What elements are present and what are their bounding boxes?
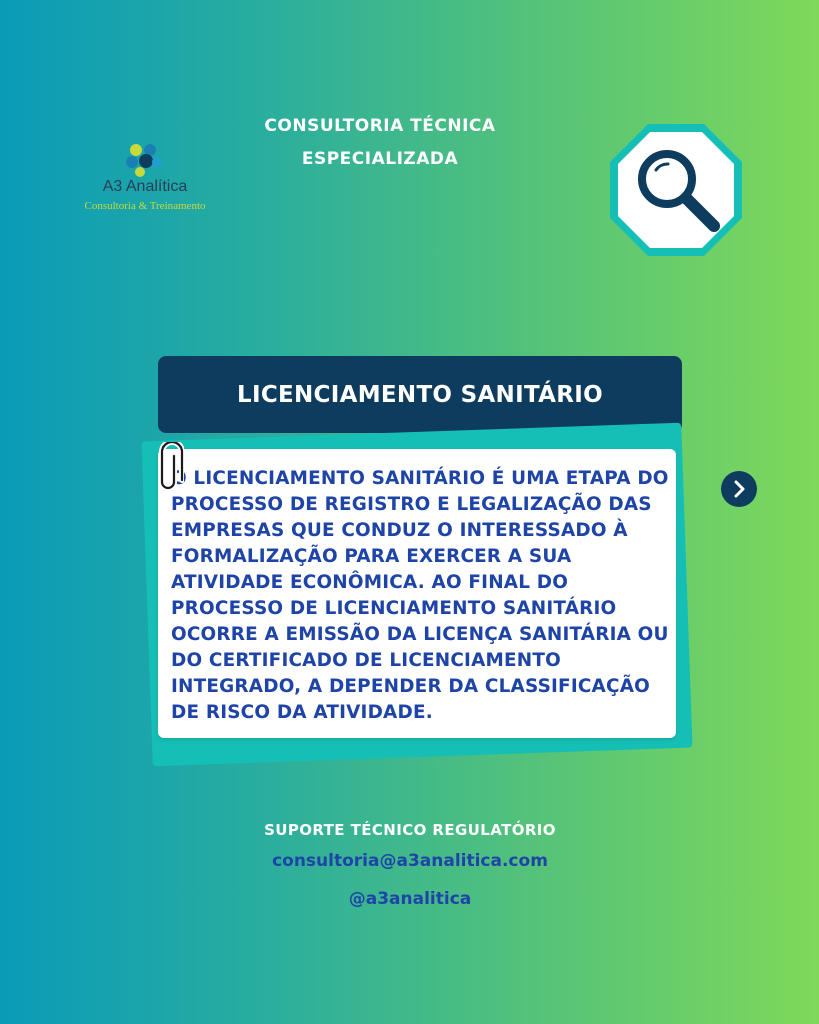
magnifier-icon xyxy=(608,122,744,258)
contact-email-link[interactable]: consultoria@a3analitica.com xyxy=(272,851,548,871)
title-line-2: ESPECIALIZADA xyxy=(301,149,459,169)
brand-name: A3 Analítica xyxy=(102,178,188,195)
page-title xyxy=(230,110,530,176)
section-header xyxy=(158,356,682,433)
paperclip-icon xyxy=(154,442,184,494)
social-handle-link[interactable]: @a3analitica xyxy=(348,889,472,909)
support-label: SUPORTE TÉCNICO REGULATÓRIO xyxy=(264,821,556,839)
content-card xyxy=(158,449,676,738)
chevron-right-icon xyxy=(721,471,757,507)
molecule-logo-icon xyxy=(124,142,164,178)
next-button[interactable] xyxy=(721,471,757,507)
title-line-1: CONSULTORIA TÉCNICA xyxy=(264,116,496,136)
brand-logo xyxy=(60,142,230,222)
brand-tagline: Consultoria & Treinamento xyxy=(84,200,206,212)
card-text: O LICENCIAMENTO SANITÁRIO É UMA ETAPA DO PROCESSO DE REGISTRO E LEGALIZAÇÃO DAS EMPRESAS QUE CONDUZ O INTERESSADO À FORMALIZAÇÃO PARA EXERCER A SUA ATIVIDADE ECONÔMICA. AO FINAL DO PROCESSO DE LICENCIAMENTO SANITÁRIO OCORRE A EMISSÃO DA LICENÇA SANITÁRIA OU DO CERTIFICADO DE LICENCIAMENTO INTEGRADO, A DEPENDER DA CLASSIFICAÇÃO DE RISCO DA ATIVIDADE. xyxy=(171,468,669,723)
header-title: LICENCIAMENTO SANITÁRIO xyxy=(237,381,603,408)
